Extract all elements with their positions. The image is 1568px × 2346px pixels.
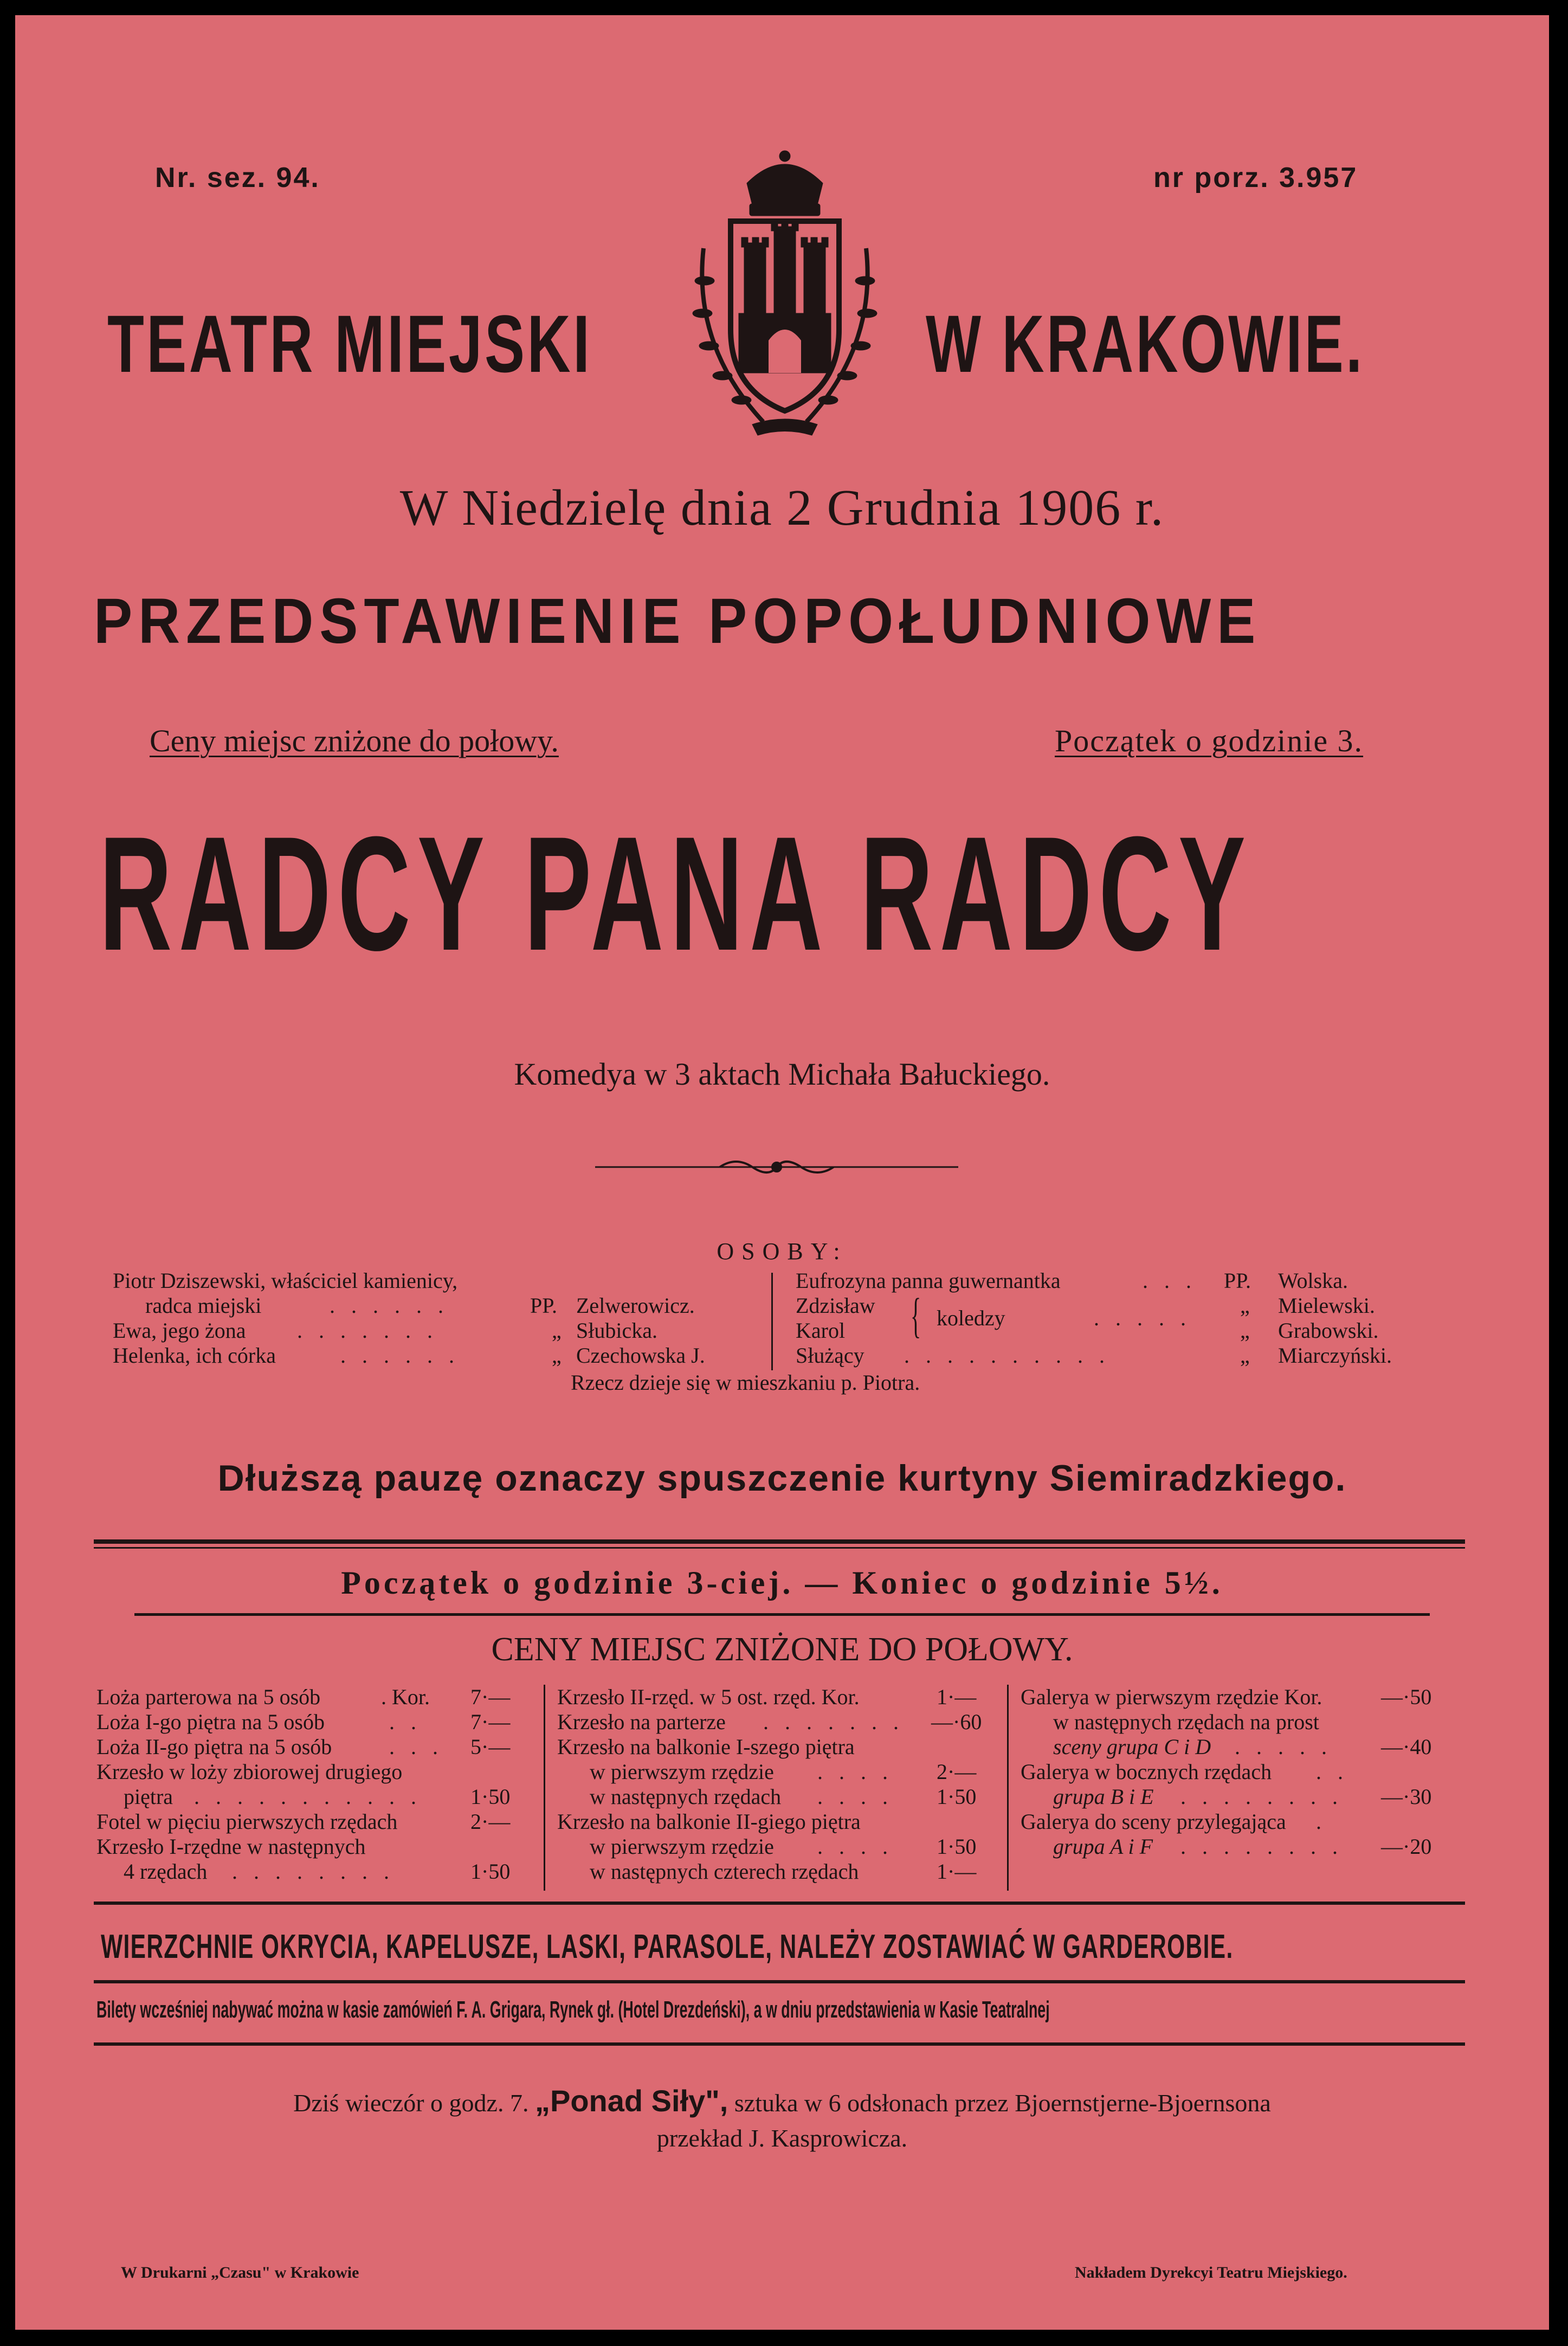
price-value: 1·— (937, 1859, 977, 1884)
evening-line (15, 2085, 1549, 2119)
cast-actor-4: Czechowska J. (576, 1343, 705, 1368)
price-label: Krzesło II-rzęd. w 5 ost. rzęd. Kor. (557, 1685, 860, 1709)
price-value: —·50 (1381, 1685, 1432, 1709)
price-label: Fotel w pięciu pierwszych rzędach (96, 1809, 398, 1834)
setting-line: Rzecz dzieje się w mieszkaniu p. Piotra. (571, 1370, 920, 1395)
cast-actor-7: Grabowski. (1278, 1318, 1379, 1343)
cast-actor-6: Mielewski. (1278, 1293, 1375, 1318)
wardrobe-rule-mid (94, 1980, 1465, 1983)
price-label: w następnych czterech rzędach (590, 1859, 859, 1884)
price-label: grupa B i E (1053, 1784, 1154, 1809)
cast-actor-2: Zelwerowicz. (576, 1293, 695, 1318)
cast-actor-5: Wolska. (1278, 1268, 1348, 1293)
price-label: piętra (124, 1784, 173, 1809)
group-label: koledzy (937, 1306, 1005, 1330)
price-dots: . . (389, 1710, 422, 1734)
cast-role-4: Helenka, ich córka (113, 1343, 276, 1368)
curtain-note: Dłuższą pauzę oznaczy spuszczenie kurtyny Siemiradzkiego. (217, 1458, 1347, 1499)
price-label: w następnych rzędach (590, 1784, 782, 1809)
krakow-coat-of-arms-icon (671, 140, 899, 443)
price-dots: . . (1316, 1760, 1348, 1784)
cast-prefix-6: „ (1240, 1293, 1250, 1318)
price-dots: . . . . . . . (763, 1710, 904, 1734)
price-label: grupa A i F (1053, 1834, 1153, 1859)
brace-glyph: { (910, 1289, 921, 1343)
prices-note: Ceny miejsc zniżone do połowy. (150, 723, 559, 758)
price-value: 7·— (470, 1685, 511, 1709)
price-heading: CENY MIEJSC ZNIŻONE DO POŁOWY. (491, 1631, 1073, 1668)
cast-prefix-5: PP. (1224, 1268, 1251, 1293)
evening-suffix: sztuka w 6 odsłonach przez Bjoernstjerne-Bjoernsona (734, 2089, 1271, 2117)
price-dots: . . . (389, 1735, 443, 1759)
cast-prefix-8: „ (1240, 1343, 1250, 1368)
price-value: 1·50 (470, 1784, 511, 1809)
price-value: —·40 (1381, 1735, 1432, 1759)
cast-role-8: Służący (796, 1343, 864, 1368)
price-label: Loża I-go piętra na 5 osób (96, 1710, 325, 1734)
theatre-name-left: TEATR MIEJSKI (107, 298, 592, 389)
theatre-name-right: W KRAKOWIE. (926, 298, 1365, 389)
cast-role-1: Piotr Dziszewski, właściciel kamienicy, (113, 1268, 458, 1293)
season-number: Nr. sez. 94. (155, 162, 320, 194)
price-value: 1·50 (937, 1784, 977, 1809)
tickets-note: Bilety wcześniej nabywać można w kasie zamówień F. A. Grigara, Rynek gł. (Hotel Drezdeński), a w dniu przedstawienia w Kasie Teatralnej (96, 1996, 1050, 2023)
cast-role-7: Karol (796, 1318, 846, 1343)
price-dots: . . . . . . . . . . . (194, 1784, 422, 1809)
timing-rule-top (94, 1539, 1465, 1544)
cast-dots-2: . . . . . . (330, 1293, 449, 1318)
timing-rule-bottom (134, 1613, 1430, 1616)
price-dots: . . . . . . . . (1180, 1834, 1343, 1859)
cast-actor-3: Słubicka. (576, 1318, 657, 1343)
price-label: sceny grupa C i D (1053, 1735, 1211, 1759)
price-label: 4 rzędach (124, 1859, 208, 1884)
flourish-ornament-icon (595, 1153, 958, 1181)
cast-role-2: radca miejski (145, 1293, 262, 1318)
price-value: 1·50 (470, 1859, 511, 1884)
price-label: Galerya w pierwszym rzędzie Kor. (1021, 1685, 1322, 1709)
price-dots: . . . . . (1235, 1735, 1332, 1759)
price-label: Krzesło na parterze (557, 1710, 726, 1734)
price-dots: . . . . (817, 1834, 893, 1859)
cast-role-6: Zdzisław (796, 1293, 875, 1318)
price-dots: . . . . (817, 1760, 893, 1784)
evening-prefix: Dziś wieczór o godz. 7. (293, 2089, 529, 2117)
cast-heading: OSOBY: (717, 1238, 848, 1265)
cast-dots-5: . . . (1143, 1268, 1197, 1293)
price-label: Galerya do sceny przylegająca (1021, 1809, 1286, 1834)
evening-line-2: przekład J. Kasprowicza. (656, 2124, 908, 2152)
theatre-poster (15, 15, 1549, 2330)
cast-divider (771, 1273, 773, 1370)
price-value: —·60 (931, 1710, 982, 1734)
price-value: —·20 (1381, 1834, 1432, 1859)
cast-dots-8: . . . . . . . . . . (904, 1343, 1110, 1368)
publisher-credit: Nakładem Dyrekcyi Teatru Miejskiego. (1075, 2264, 1347, 2281)
price-dots: . Kor. (381, 1685, 430, 1709)
group-dots: . . . . . (1094, 1306, 1191, 1330)
price-divider-1 (544, 1685, 545, 1891)
cast-role-3: Ewa, jego żona (113, 1318, 246, 1343)
price-value: 2·— (470, 1809, 511, 1834)
cast-prefix-7: „ (1240, 1318, 1250, 1343)
cast-prefix-4: „ (552, 1343, 562, 1368)
price-value: 2·— (937, 1760, 977, 1784)
price-value: 1·— (937, 1685, 977, 1709)
cast-actor-8: Miarczyński. (1278, 1343, 1392, 1368)
price-value: —·30 (1381, 1784, 1432, 1809)
printer-credit: W Drukarni „Czasu" w Krakowie (121, 2264, 359, 2281)
evening-title: „Ponad Siły", (534, 2084, 728, 2118)
price-label: w następnych rzędach na prost (1053, 1710, 1319, 1734)
start-note: Początek o godzinie 3. (1055, 723, 1364, 758)
price-label: Krzesło na balkonie I-szego piętra (557, 1735, 855, 1759)
price-value: 1·50 (937, 1834, 977, 1859)
tickets-rule-bottom (94, 2042, 1465, 2046)
price-divider-2 (1007, 1685, 1009, 1891)
wardrobe-rule-top (94, 1902, 1465, 1905)
price-label: w pierwszym rzędzie (590, 1834, 774, 1859)
wardrobe-note: WIERZCHNIE OKRYCIA, KAPELUSZE, LASKI, PARASOLE, NALEŻY ZOSTAWIAĆ W GARDEROBIE. (101, 1928, 1234, 1965)
price-label: Loża parterowa na 5 osób (96, 1685, 321, 1709)
cast-role-5: Eufrozyna panna guwernantka (796, 1268, 1061, 1293)
timing-rule-top-thin (94, 1547, 1465, 1549)
price-dots: . . . . . . . . (1180, 1784, 1343, 1809)
play-subtitle: Komedya w 3 aktach Michała Bałuckiego. (514, 1056, 1050, 1092)
price-label: w pierwszym rzędzie (590, 1760, 774, 1784)
price-dots: . . . . . . . . (232, 1859, 395, 1884)
cast-prefix-2: PP. (530, 1293, 558, 1318)
price-label: Galerya w bocznych rzędach (1021, 1760, 1272, 1784)
date-line: W Niedzielę dnia 2 Grudnia 1906 r. (399, 480, 1165, 536)
cast-prefix-3: „ (552, 1318, 562, 1343)
serial-number: nr porz. 3.957 (1153, 162, 1358, 194)
timing-line: Początek o godzinie 3-ciej. — Koniec o godzinie 5½. (341, 1565, 1223, 1601)
price-label: Krzesło w loży zbiorowej drugiego (96, 1760, 403, 1784)
cast-dots-3: . . . . . . . (297, 1318, 438, 1343)
price-dots: . . . . (817, 1784, 893, 1809)
performance-type: PRZEDSTAWIENIE POPOŁUDNIOWE (94, 585, 1262, 657)
price-value: 5·— (470, 1735, 511, 1759)
play-title: RADCY PANA RADCY (99, 802, 1253, 984)
price-label: Krzesło I-rzędne w następnych (96, 1834, 366, 1859)
price-dots: . (1316, 1809, 1321, 1834)
price-value: 7·— (470, 1710, 511, 1734)
cast-dots-4: . . . . . . (340, 1343, 460, 1368)
price-label: Krzesło na balkonie II-giego piętra (557, 1809, 861, 1834)
price-label: Loża II-go piętra na 5 osób (96, 1735, 332, 1759)
